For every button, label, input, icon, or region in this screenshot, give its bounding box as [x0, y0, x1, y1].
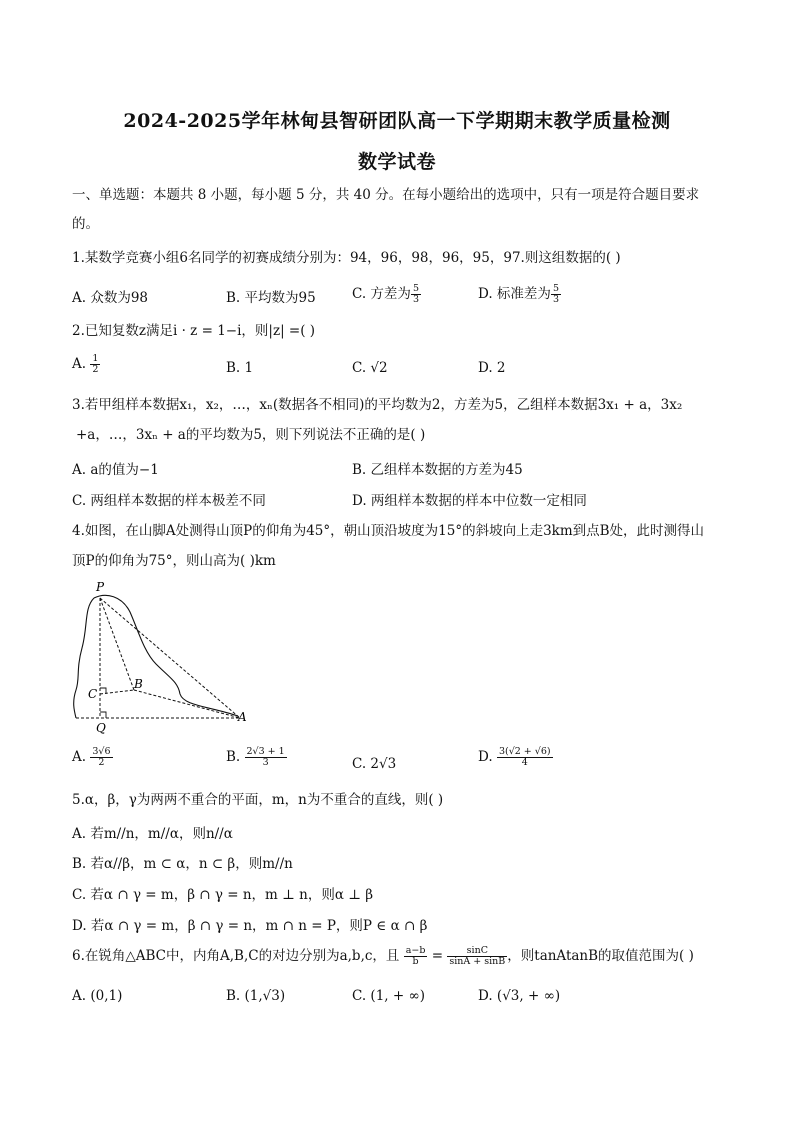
q6-option-b[interactable]: B. (1,√3) — [226, 988, 286, 1004]
section-instructions-line2: 的。 — [72, 216, 99, 232]
q4-mountain-figure — [66, 578, 266, 738]
line-ba — [134, 690, 240, 718]
q3-option-b[interactable]: B. 乙组样本数据的方差为45 — [352, 462, 523, 478]
q4-stem-line1: 4.如图，在山脚A处测得山顶P的仰角为45°，朝山顶沿坡度为15°的斜坡向上走3km到点B处，此时测得山 — [72, 523, 705, 539]
q6-option-c[interactable]: C. (1, + ∞) — [352, 988, 425, 1004]
q1-stem: 1.某数学竞赛小组6名同学的初赛成绩分别为：94，96，98，96，95，97.则这组数据的( ) — [72, 250, 621, 266]
line-cb — [100, 690, 134, 694]
section-instructions-line1 — [72, 186, 732, 204]
section-instructions-text: 一、单选题：本题共 8 小题，每小题 5 分，共 40 分。在每小题给出的选项中，只有一项是符合题目要求 — [72, 187, 700, 203]
mountain-outline — [74, 595, 238, 718]
q6-fraction-right: $\frac{\sin C}{\sin A + \sin B}$ — [449, 945, 506, 967]
label-c: C — [88, 687, 98, 701]
q1-option-d-fraction: $\frac{5}{3}$ — [552, 283, 559, 305]
q1-option-d[interactable] — [478, 282, 561, 305]
q4-option-b[interactable]: B. $\frac{2√3 + 1}{3}$ — [226, 746, 285, 768]
q2-option-d[interactable]: D. 2 — [478, 360, 506, 376]
q5-stem: 5.α，β，γ为两两不重合的平面，m，n为不重合的直线，则( ) — [72, 792, 444, 808]
q6-option-a[interactable]: A. (0,1) — [72, 988, 123, 1004]
q1-option-c[interactable] — [352, 282, 421, 305]
exam-subtitle: 数学试卷 — [357, 151, 436, 173]
q6-fraction-left: $\frac{a-b}{b}$ — [405, 945, 426, 967]
q1-option-c-label: C. 方差为 — [352, 286, 411, 302]
label-q: Q — [96, 721, 106, 735]
q5-option-d[interactable]: D. 若α ∩ γ = m，β ∩ γ = n，m ∩ n = P，则P ∈ α ∩ β — [72, 918, 428, 934]
q4-stem-line2: 顶P的仰角为75°，则山高为( )km — [72, 553, 276, 569]
q3-option-c[interactable]: C. 两组样本数据的样本极差不同 — [72, 493, 266, 509]
label-p: P — [96, 580, 105, 594]
q2-option-a[interactable]: A. $\frac{1}{2}$ — [72, 353, 99, 375]
q6-option-d[interactable]: D. (√3, + ∞) — [478, 988, 561, 1004]
q2-stem: 2.已知复数z满足i · z = 1−i，则|z| =( ) — [72, 323, 316, 339]
q3-option-a[interactable]: A. a的值为−1 — [72, 462, 159, 478]
line-pb — [100, 598, 134, 690]
q5-option-c[interactable]: C. 若α ∩ γ = m，β ∩ γ = n，m ⊥ n，则α ⊥ β — [72, 887, 374, 903]
q4-option-c[interactable]: C. 2√3 — [352, 756, 397, 772]
label-b: B — [134, 677, 143, 691]
q3-stem-line1: 3.若甲组样本数据x₁，x₂，…，xₙ(数据各不相同)的平均数为2，方差为5，乙组样本数据3x₁ + a，3x₂ — [72, 397, 683, 413]
right-angle-q — [100, 712, 106, 718]
q3-option-d[interactable]: D. 两组样本数据的样本中位数一定相同 — [352, 493, 587, 509]
label-a: A — [238, 710, 247, 724]
q2-option-c[interactable]: C. √2 — [352, 360, 388, 376]
q4-option-a[interactable]: A. $\frac{3√6}{2}$ — [72, 746, 111, 768]
q2-option-a-fraction: $\frac{1}{2}$ — [92, 353, 99, 375]
q3-stem-line2: +a，…，3xₙ + a的平均数为5，则下列说法不正确的是( ) — [76, 427, 426, 443]
exam-title: 2024-2025学年林甸县智研团队高一下学期期末教学质量检测 — [123, 110, 671, 132]
q1-option-a[interactable]: A. 众数为98 — [72, 290, 149, 306]
q5-option-a[interactable]: A. 若m//n，m//α，则n//α — [72, 826, 233, 842]
q6-stem: 6.在锐角△ABC中，内角A,B,C的对边分别为a,b,c，且 $\frac{a-b}{b}$ = $\frac{\sin C}{\sin A + \sin B}$ ，则tanAtanB的取值范围为( ) — [72, 945, 694, 967]
q4-option-d[interactable]: D. $\frac{3(√2 + √6)}{4}$ — [478, 746, 551, 768]
q1-option-d-label: D. 标准差为 — [478, 286, 551, 302]
q1-option-b[interactable]: B. 平均数为95 — [226, 290, 316, 306]
q1-option-c-fraction: $\frac{5}{3}$ — [412, 283, 419, 305]
q2-option-b[interactable]: B. 1 — [226, 360, 254, 376]
q5-option-b[interactable]: B. 若α//β，m ⊂ α，n ⊂ β，则m//n — [72, 856, 293, 872]
